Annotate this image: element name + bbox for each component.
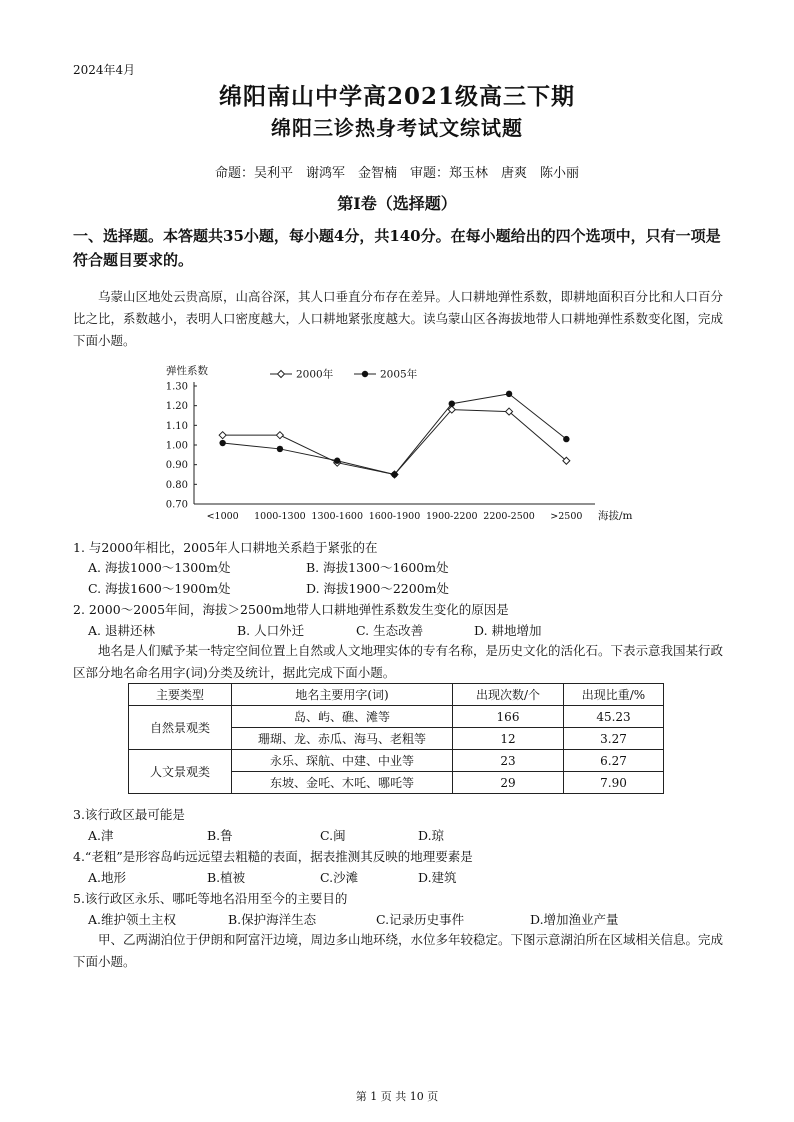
table-cell-count: 12 [453, 728, 564, 750]
y-tick-label: 1.10 [165, 420, 188, 432]
table-cell-ratio: 7.90 [564, 772, 664, 794]
q1-option-c[interactable]: C. 海拔1600～1900m处 [88, 581, 231, 596]
data-point-2005 [334, 458, 340, 464]
table-cell-words: 永乐、琛航、中建、中业等 [232, 750, 453, 772]
y-tick-label: 0.80 [165, 479, 188, 491]
table-cell-count: 166 [453, 706, 564, 728]
y-tick-label: 0.70 [165, 499, 188, 511]
question-4-stem: 4.“老粗”是形容岛屿远远望去粗糙的表面，据表推测其反映的地理要素是 [73, 849, 473, 864]
table-header: 出现次数/个 [453, 684, 564, 706]
q2-option-d[interactable]: D. 耕地增加 [474, 623, 542, 638]
page-title: 绵阳南山中学高2021级高三下期 [218, 83, 575, 110]
legend-label: 2000年 [296, 368, 334, 381]
data-point-2005 [391, 471, 397, 477]
q2-option-c[interactable]: C. 生态改善 [356, 623, 424, 638]
q2-option-a[interactable]: A. 退耕还林 [88, 623, 155, 638]
data-point-2005 [277, 446, 283, 452]
q1-option-d[interactable]: D. 海拔1900～2200m处 [306, 581, 449, 596]
y-tick-label: 1.00 [165, 440, 188, 452]
x-tick-label: 1000-1300 [254, 511, 306, 522]
series-line [223, 410, 567, 475]
passage-1: 乌蒙山区地处云贵高原，山高谷深，其人口垂直分布存在差异。人口耕地弹性系数，即耕地面积百分比和人口百分比之比，系数越小，表明人口密度越大，人口耕地紧张度越大。读乌蒙山区各海拔地带人口耕地弹性系数变化图，完成下面小题。 [73, 289, 724, 348]
x-tick-label: >2500 [550, 511, 583, 522]
table-cell-words: 珊瑚、龙、赤瓜、海马、老粗等 [232, 728, 453, 750]
q4-option-a[interactable]: A.地形 [88, 870, 127, 885]
table-header: 出现比重/% [564, 684, 664, 706]
chart-labels [166, 364, 633, 522]
table-cell-ratio: 3.27 [564, 728, 664, 750]
q5-option-c[interactable]: C.记录历史事件 [376, 912, 465, 927]
q1-option-a[interactable]: A. 海拔1000～1300m处 [88, 560, 231, 575]
q5-option-b[interactable]: B.保护海洋生态 [228, 912, 317, 927]
table-cell-type: 自然景观类 [129, 706, 232, 750]
question-1-stem: 1. 与2000年相比，2005年人口耕地关系趋于紧张的在 [73, 540, 378, 555]
q3-option-c[interactable]: C.闽 [320, 828, 346, 843]
table-cell-count: 23 [453, 750, 564, 772]
x-tick-label: 2200-2500 [483, 511, 535, 522]
q3-option-b[interactable]: B.鲁 [207, 828, 233, 843]
table-header-row [129, 684, 664, 706]
chart-series [219, 391, 570, 478]
data-point-2005 [563, 436, 569, 442]
page-subtitle: 绵阳三诊热身考试文综试题 [271, 116, 523, 140]
legend-label: 2005年 [380, 368, 418, 381]
q5-option-d[interactable]: D.增加渔业产量 [530, 912, 619, 927]
page-footer: 第 1 页 共 10 页 [355, 1090, 439, 1103]
table-cell-type: 人文景观类 [129, 750, 232, 794]
y-tick-label: 1.30 [165, 381, 188, 393]
y-tick-label: 1.20 [165, 401, 188, 413]
q3-option-a[interactable]: A.津 [88, 828, 114, 843]
table-cell-count: 29 [453, 772, 564, 794]
data-point-2005 [449, 401, 455, 407]
place-name-table [128, 683, 664, 794]
x-axis-label: 海拔/m [598, 510, 633, 522]
q4-option-c[interactable]: C.沙滩 [320, 870, 359, 885]
q4-option-d[interactable]: D.建筑 [418, 870, 457, 885]
table-cell-ratio: 45.23 [564, 706, 664, 728]
exam-date: 2024年4月 [73, 63, 136, 77]
table-row [129, 706, 664, 728]
question-2-stem: 2. 2000～2005年间，海拔＞2500m地带人口耕地弹性系数发生变化的原因是 [73, 602, 509, 617]
table-header: 主要类型 [129, 684, 232, 706]
question-3-stem: 3.该行政区最可能是 [73, 807, 185, 822]
passage-3: 甲、乙两湖泊位于伊朗和阿富汗边境，周边多山地环绕，水位多年较稳定。下图示意湖泊所在区域相关信息。完成下面小题。 [73, 932, 724, 969]
x-tick-label: 1600-1900 [368, 511, 421, 522]
y-tick-label: 0.90 [165, 460, 188, 472]
question-5-stem: 5.该行政区永乐、哪吒等地名沿用至今的主要目的 [73, 891, 348, 906]
q5-option-a[interactable]: A.维护领土主权 [88, 912, 177, 927]
volume-heading: 第Ⅰ卷（选择题） [337, 194, 457, 213]
legend-marker [362, 371, 368, 377]
data-point-2000 [219, 432, 226, 439]
section-heading: 一、选择题。本答题共35小题，每小题4分，共140分。在每小题给出的四个选项中，只有一项是符合题目要求的。 [73, 227, 721, 269]
series-line [223, 394, 567, 475]
table-header: 地名主要用字(词) [232, 684, 453, 706]
q1-option-b[interactable]: B. 海拔1300～1600m处 [306, 560, 449, 575]
q2-option-b[interactable]: B. 人口外迁 [237, 623, 305, 638]
y-axis-label: 弹性系数 [166, 365, 208, 377]
x-tick-label: <1000 [206, 511, 239, 522]
legend-marker [278, 371, 285, 378]
x-tick-label: 1300-1600 [311, 511, 364, 522]
table-cell-ratio: 6.27 [564, 750, 664, 772]
x-tick-label: 1900-2200 [425, 511, 478, 522]
chart-axes [194, 382, 595, 504]
table-cell-words: 岛、屿、礁、滩等 [232, 706, 453, 728]
table-cell-words: 东坡、金吒、木吒、哪吒等 [232, 772, 453, 794]
elasticity-line-chart [150, 360, 633, 528]
q4-option-b[interactable]: B.植被 [207, 870, 246, 885]
passage-2: 地名是人们赋予某一特定空间位置上自然或人文地理实体的专有名称，是历史文化的活化石。下表示意我国某行政区部分地名命名用字(词)分类及统计，据此完成下面小题。 [73, 643, 724, 680]
q3-option-d[interactable]: D.琼 [418, 828, 445, 843]
table-row [129, 750, 664, 772]
data-point-2005 [219, 440, 225, 446]
data-point-2000 [276, 432, 283, 439]
data-point-2005 [506, 391, 512, 397]
authors-line: 命题：吴利平 谢鸿军 金智楠 审题：郑玉林 唐爽 陈小丽 [214, 166, 579, 181]
